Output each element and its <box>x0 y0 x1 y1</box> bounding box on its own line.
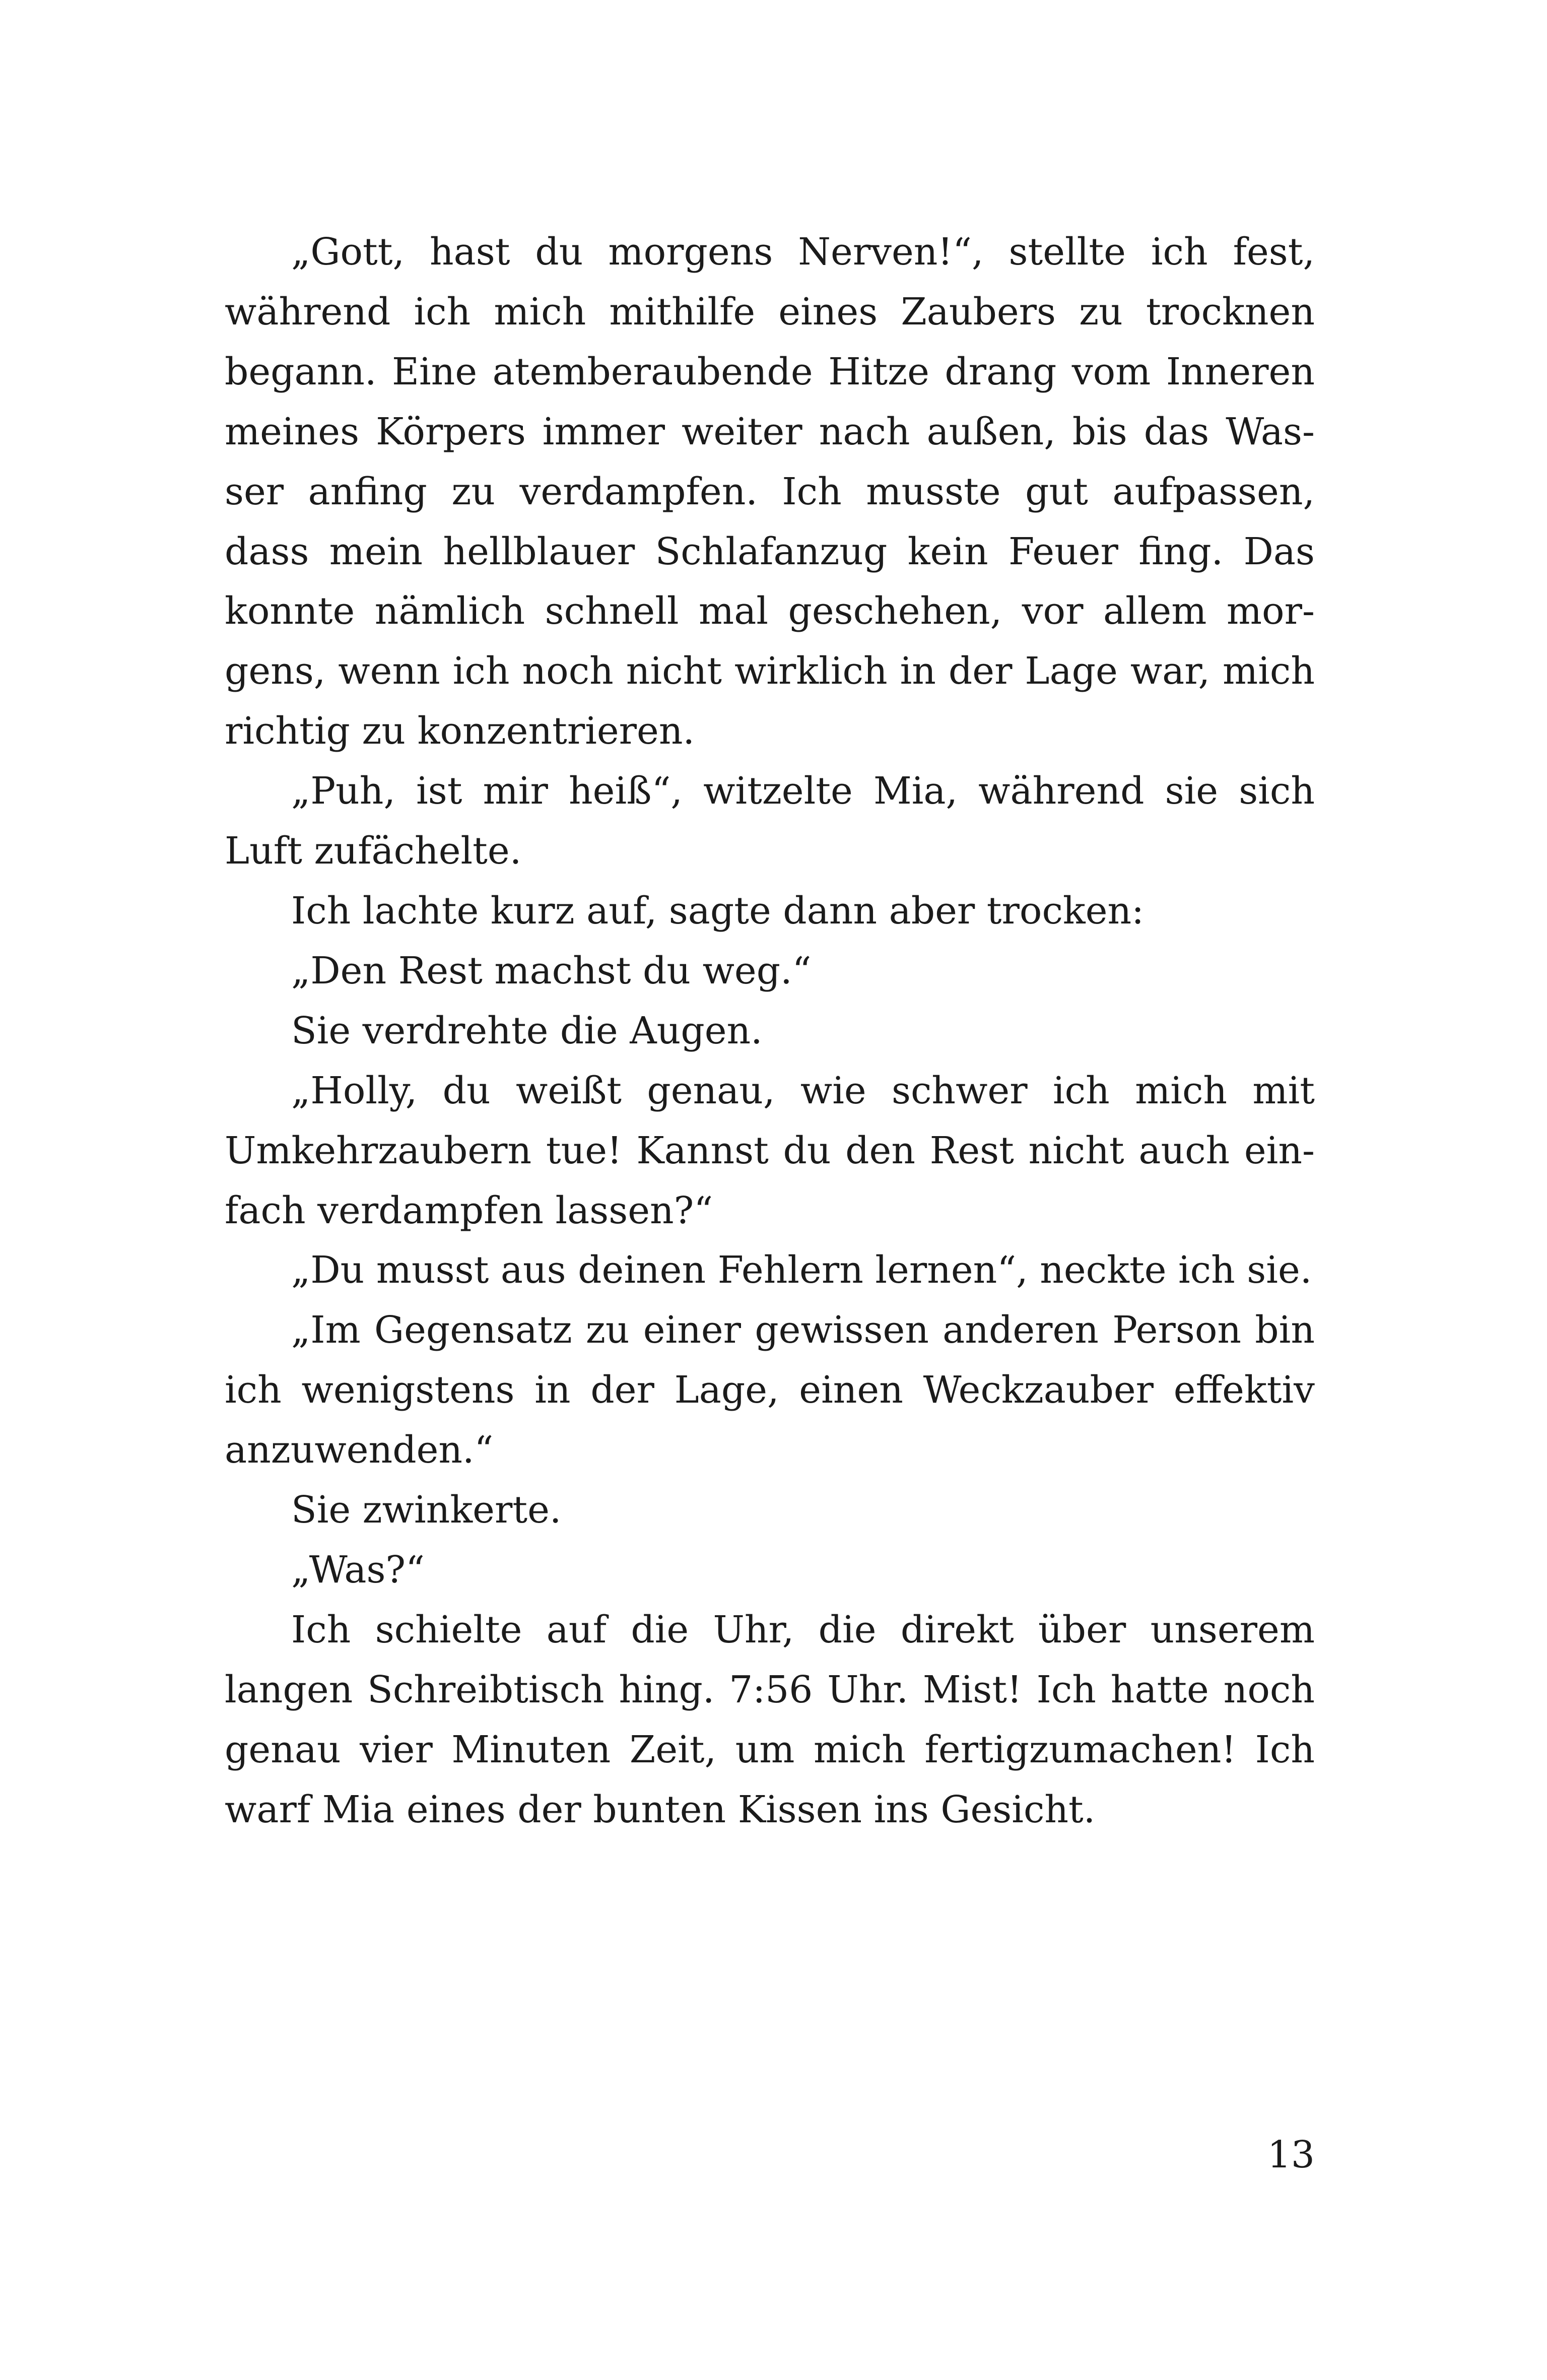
body-text <box>225 222 1315 1839</box>
paragraph: „Du musst aus deinen Fehlern lernen“, neckte ich sie. <box>291 1248 1312 1292</box>
paragraph: „Im Gegensatz zu einer gewissen anderen Person bin ich wenigstens in der Lage, einen Weckzauber effektiv anzuwenden.“ <box>225 1308 1315 1472</box>
paragraph: Sie zwinkerte. <box>291 1488 562 1532</box>
paragraph: Sie verdrehte die Augen. <box>291 1009 763 1052</box>
page-number: 13 <box>1267 2133 1315 2176</box>
paragraph: „Holly, du weißt genau, wie schwer ich mich mit Umkehrzaubern tue! Kannst du den Rest nicht auch einfach verdampfen lassen?“ <box>225 1069 1315 1232</box>
paragraph: „Was?“ <box>291 1548 425 1592</box>
paragraph: Ich schielte auf die Uhr, die direkt über unserem langen Schreibtisch hing. 7:56 Uhr. Mist! Ich hatte noch genau vier Minuten Zeit, um mich fertigzumachen! Ich warf Mia eines der bunten Kissen ins Gesicht. <box>225 1608 1315 1831</box>
paragraph: „Den Rest machst du weg.“ <box>291 949 812 993</box>
paragraph: „Puh, ist mir heiß“, witzelte Mia, während sie sich Luft zufächelte. <box>225 769 1315 873</box>
paragraph: Ich lachte kurz auf, sagte dann aber trocken: <box>291 889 1145 933</box>
paragraph: „Gott, hast du morgens Nerven!“, stellte ich fest, während ich mich mithilfe eines Zaubers zu trocknen begann. Eine atemberaubende Hitze drang vom Inneren meines Körpers immer weiter nach außen, bis das Wasser anfing zu verdampfen. Ich musste gut aufpassen, dass mein hellblauer Schlafanzug kein Feuer fing. Das konnte nämlich schnell mal geschehen, vor allem morgens, wenn ich noch nicht wirklich in der Lage war, mich richtig zu konzentrieren. <box>225 230 1315 753</box>
